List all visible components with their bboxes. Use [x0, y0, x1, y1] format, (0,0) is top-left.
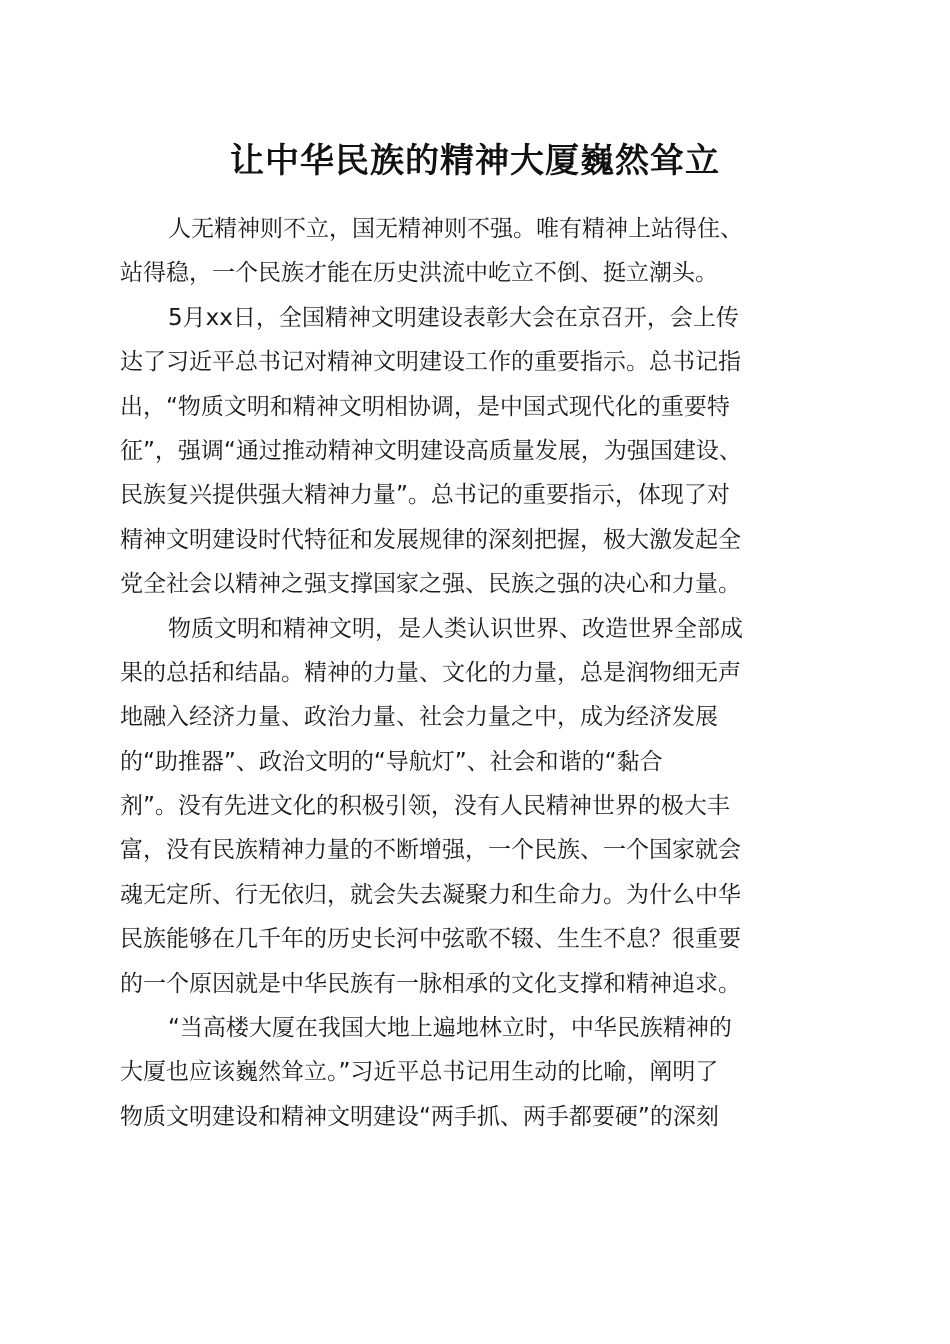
paragraph-2	[120, 296, 835, 607]
text-line: 剂”。没有先进文化的积极引领，没有人民精神世界的极大丰	[120, 793, 730, 820]
text-line: 民族复兴提供强大精神力量”。总书记的重要指示，体现了对	[120, 482, 730, 509]
document-body	[120, 207, 835, 1139]
text-line: 果的总括和结晶。精神的力量、文化的力量，总是润物细无声	[120, 659, 741, 686]
text-line: 达了习近平总书记对精神文明建设工作的重要指示。总书记指	[120, 349, 741, 376]
text-line: 的“助推器”、政治文明的“导航灯”、社会和谐的“黏合	[120, 748, 663, 775]
paragraph-3	[120, 607, 835, 1007]
text-line: 站得稳，一个民族才能在历史洪流中屹立不倒、挺立潮头。	[120, 260, 718, 287]
paragraph-1	[120, 207, 835, 296]
text-line: 的一个原因就是中华民族有一脉相承的文化支撑和精神追求。	[120, 970, 741, 997]
text-line: 民族能够在几千年的历史长河中弦歌不辍、生生不息？很重要	[120, 926, 741, 953]
text-line: 出，“物质文明和精神文明相协调，是中国式现代化的重要特	[120, 393, 730, 420]
paragraph-4	[120, 1006, 835, 1139]
text-line: 物质文明和精神文明，是人类认识世界、改造世界全部成	[168, 615, 743, 642]
text-line: 大厦也应该巍然耸立。”习近平总书记用生动的比喻，阐明了	[120, 1059, 719, 1086]
text-line: 党全社会以精神之强支撑国家之强、民族之强的决心和力量。	[120, 571, 741, 598]
text-line: 征”，强调“通过推动精神文明建设高质量发展，为强国建设、	[120, 437, 742, 464]
text-line: 5月xx日，全国精神文明建设表彰大会在京召开，会上传	[168, 304, 739, 331]
text-line: 精神文明建设时代特征和发展规律的深刻把握，极大激发起全	[120, 526, 741, 553]
text-line: 富，没有民族精神力量的不断增强，一个民族、一个国家就会	[120, 837, 741, 864]
text-line: 地融入经济力量、政治力量、社会力量之中，成为经济发展	[120, 704, 718, 731]
text-line: “当高楼大厦在我国大地上遍地林立时，中华民族精神的	[168, 1015, 732, 1042]
text-line: 魂无定所、行无依归，就会失去凝聚力和生命力。为什么中华	[120, 881, 741, 908]
document-title: 让中华民族的精神大厦巍然耸立	[230, 141, 720, 181]
text-line: 人无精神则不立，国无精神则不强。唯有精神上站得住、	[168, 216, 743, 242]
text-line: 物质文明建设和精神文明建设“两手抓、两手都要硬”的深刻	[120, 1103, 719, 1130]
